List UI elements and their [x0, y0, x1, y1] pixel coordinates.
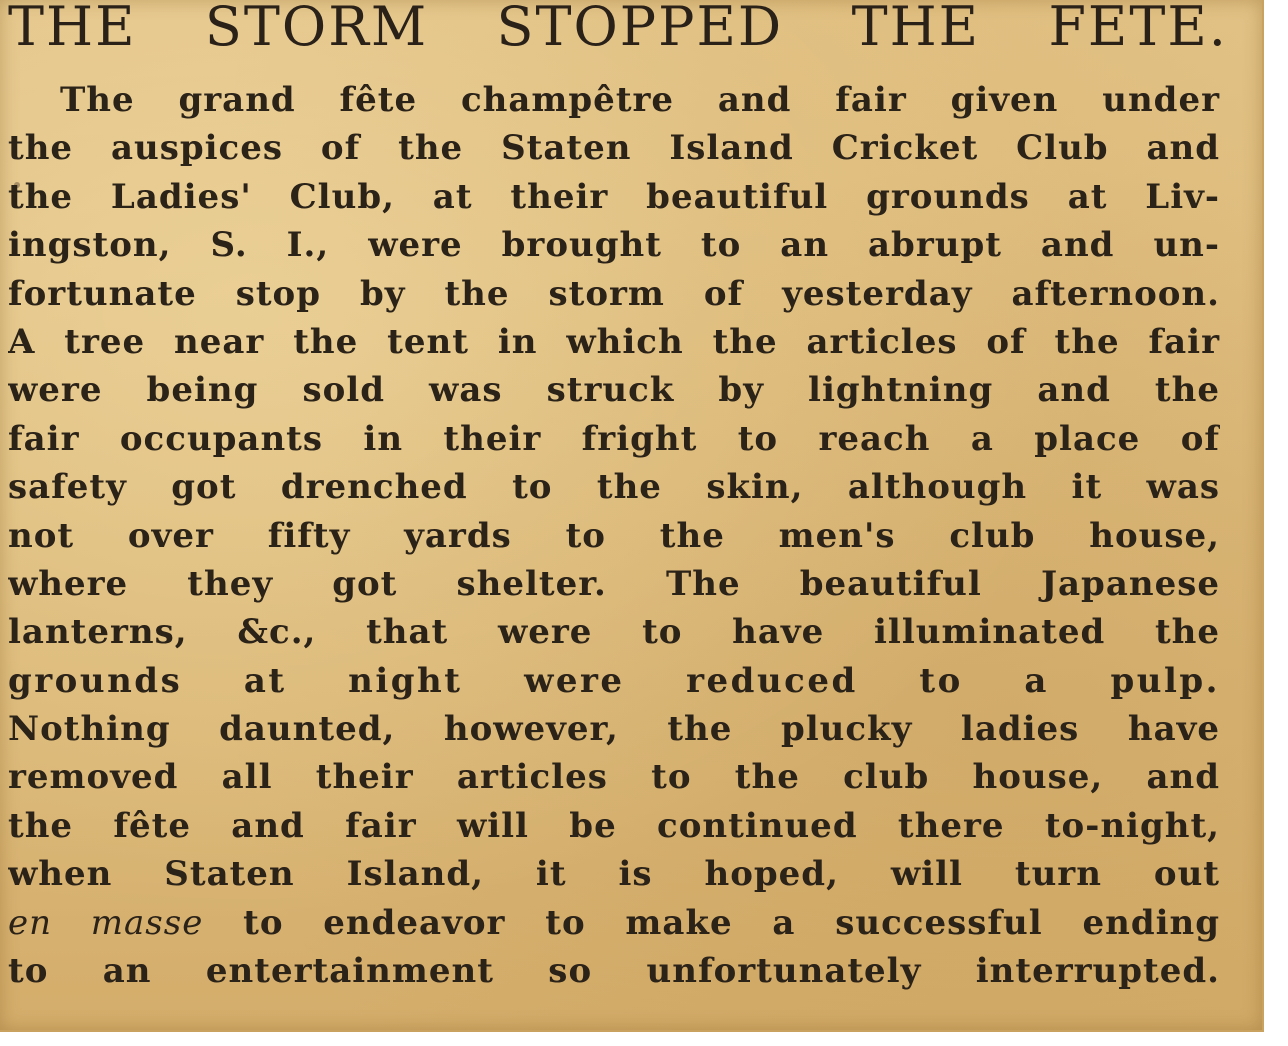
article-line: safety got drenched to the skin, although it was — [8, 467, 1220, 508]
headline-word: THE — [851, 0, 981, 58]
article-line: were being sold was struck by lightning and the — [8, 370, 1220, 411]
article-line-mixed — [8, 899, 1220, 947]
headline — [8, 0, 1228, 58]
article-line: to an entertainment so unfortunately interrupted. — [8, 951, 1220, 992]
headline-word: STOPPED — [496, 0, 784, 58]
article-line: lanterns, &c., that were to have illuminated the — [8, 612, 1220, 653]
article-line: The grand fête champêtre and fair given under — [60, 80, 1220, 120]
article-line-rest: to endeavor to make a successful ending — [203, 902, 1220, 943]
article-line: fair occupants in their fright to reach a place of — [8, 418, 1220, 459]
article-body — [8, 76, 1220, 995]
italic-phrase: en masse — [8, 902, 204, 943]
article-line: the fête and fair will be continued there to-night, — [8, 805, 1220, 846]
article-line: grounds at night were reduced to a pulp. — [8, 660, 1220, 701]
article-line: not over fifty yards to the men's club house, — [8, 515, 1220, 556]
article-line: where they got shelter. The beautiful Japanese — [8, 563, 1220, 604]
article-line: Nothing daunted, however, the plucky ladies have — [8, 709, 1220, 750]
article-line: ingston, S. I., were brought to an abrupt and un- — [8, 225, 1220, 266]
article-line: A tree near the tent in which the articles of the fair — [8, 321, 1220, 362]
headline-word: STORM — [204, 0, 429, 58]
article-line: when Staten Island, it is hoped, will turn out — [8, 854, 1220, 895]
article-line: the Ladies' Club, at their beautiful grounds at Liv- — [8, 176, 1220, 217]
headline-word: THE — [8, 0, 137, 58]
article-line: fortunate stop by the storm of yesterday afternoon. — [8, 273, 1220, 314]
headline-word: FETE. — [1048, 0, 1228, 58]
article-line: removed all their articles to the club house, and — [8, 757, 1220, 798]
article-line: the auspices of the Staten Island Cricket Club and — [8, 128, 1220, 169]
